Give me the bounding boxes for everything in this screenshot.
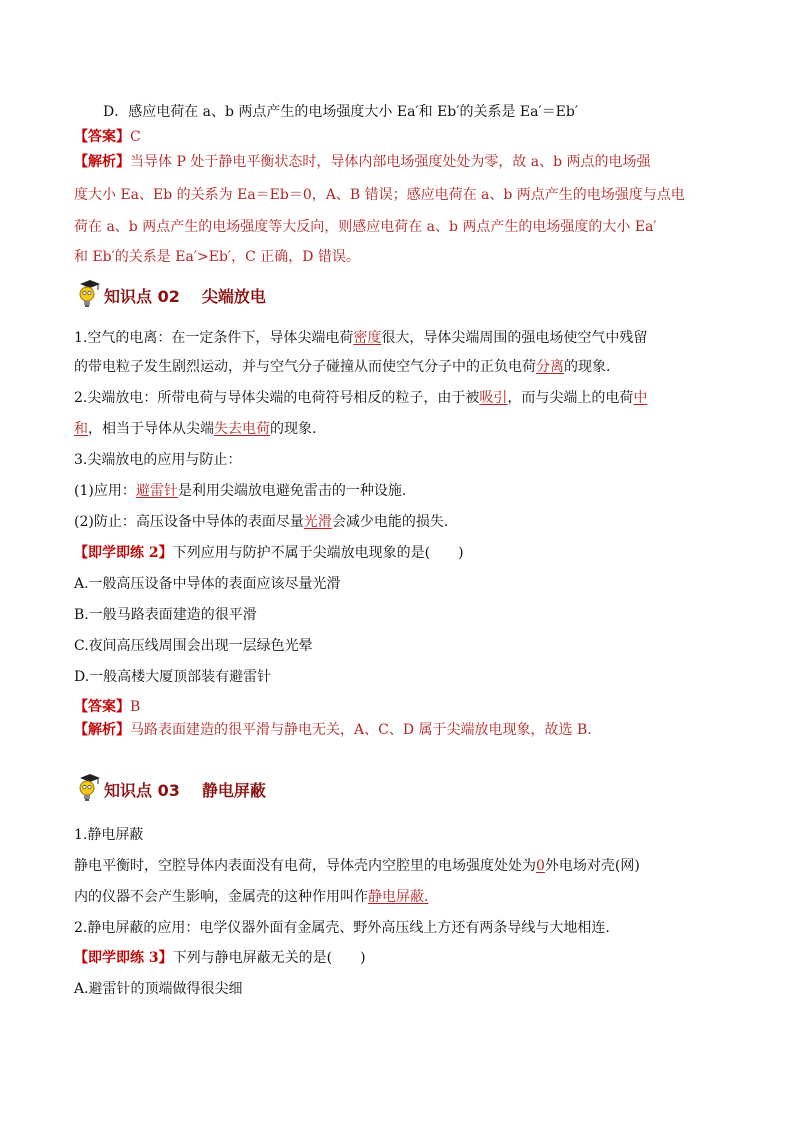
- paragraph-shielding-applications: 2.静电屏蔽的应用：电学仪器外面有金属壳、野外高压线上方还有两条导线与大地相连.: [74, 920, 610, 936]
- blank-answer: 中: [633, 390, 648, 406]
- analysis-1-line-1: [74, 153, 651, 171]
- blank-answer: 光滑: [303, 514, 332, 530]
- scholar-bulb-icon: [74, 279, 102, 311]
- analysis-1-line-2: 度大小 Ea、Eb 的关系为 Ea＝Eb＝0，A、B 错误；感应电荷在 a、b 两点产生的电场强度与点电: [74, 187, 685, 203]
- practice-2-option-d: D.一般高楼大厦顶部装有避雷针: [74, 669, 272, 685]
- section-name: 静电屏蔽: [201, 780, 266, 800]
- practice-2-option-b: B.一般马路表面建造的很平滑: [74, 607, 257, 623]
- answer-value: C: [130, 129, 141, 145]
- paragraph-shielding-2: 内的仪器不会产生影响，金属壳的这种作用叫作静电屏蔽.: [74, 889, 429, 905]
- answer-value: B: [130, 699, 141, 715]
- analysis-text: 当导体 P 处于静电平衡状态时，导体内部电场强度处处为零，故 a、b 两点的电场强: [130, 154, 651, 170]
- blank-answer: 分离: [536, 359, 564, 375]
- paragraph-prevention: (2)防止：高压设备中导体的表面尽量光滑会减少电能的损失.: [74, 514, 449, 530]
- section-header-02: [74, 279, 266, 311]
- practice-3-option-a: A.避雷针的顶端做得很尖细: [74, 981, 243, 997]
- paragraph-discharge-2: 和，相当于导体从尖端失去电荷的现象.: [74, 421, 317, 437]
- answer-1: [74, 128, 141, 146]
- scholar-bulb-icon: [74, 773, 102, 805]
- paragraph-shielding-heading: 1.静电屏蔽: [74, 827, 144, 843]
- answer-2: [74, 698, 140, 716]
- paragraph-application-1: (1)应用：避雷针是利用尖端放电避免雷击的一种设施.: [74, 483, 407, 499]
- section-name: 尖端放电: [201, 286, 266, 306]
- analysis-1-line-4: 和 Eb′的关系是 Ea′>Eb′，C 正确，D 错误。: [74, 249, 360, 265]
- blank-answer: 0: [536, 858, 545, 874]
- paragraph-applications: 3.尖端放电的应用与防止：: [74, 452, 242, 468]
- blank-answer: 避雷针: [135, 483, 178, 499]
- practice-label: 【即学即练 2】: [74, 545, 173, 561]
- analysis-label: 【解析】: [74, 722, 130, 738]
- blank-answer: 密度: [353, 330, 382, 346]
- section-title: 知识点 02: [104, 286, 180, 306]
- practice-label: 【即学即练 3】: [74, 950, 173, 966]
- option-d: D．感应电荷在 a、b 两点产生的电场强度大小 Ea′和 Eb′的关系是 Ea′＝Eb′: [103, 104, 578, 120]
- practice-2-option-a: A.一般高压设备中导体的表面应该尽量光滑: [74, 576, 341, 592]
- blank-answer: 和: [74, 421, 88, 437]
- section-title: 知识点 03: [104, 780, 180, 800]
- paragraph-ionization-1: 1.空气的电离：在一定条件下，导体尖端电荷密度很大，导体尖端周围的强电场使空气中残留: [74, 330, 648, 346]
- section-header-03: [74, 773, 266, 805]
- blank-answer: 静电屏蔽.: [368, 889, 429, 905]
- paragraph-shielding-1: 静电平衡时，空腔导体内表面没有电荷，导体壳内空腔里的电场强度处处为0外电场对壳(网): [74, 858, 640, 874]
- analysis-text: 马路表面建造的很平滑与静电无关，A、C、D 属于尖端放电现象，故选 B.: [130, 722, 592, 738]
- analysis-1-line-3: 荷在 a、b 两点产生的电场强度等大反向，则感应电荷在 a、b 两点产生的电场强度的大小 Ea′: [74, 219, 657, 235]
- practice-2-question: 【即学即练 2】下列应用与防护不属于尖端放电现象的是( ): [74, 545, 464, 561]
- paragraph-ionization-2: 的带电粒子发生剧烈运动，并与空气分子碰撞从而使空气分子中的正负电荷分离的现象.: [74, 359, 611, 375]
- analysis-label: 【解析】: [74, 154, 130, 170]
- blank-answer: 吸引: [479, 390, 508, 406]
- answer-label: 【答案】: [74, 129, 130, 145]
- blank-answer: 失去电荷: [214, 421, 270, 437]
- practice-3-question: 【即学即练 3】下列与静电屏蔽无关的是( ): [74, 950, 366, 966]
- practice-2-option-c: C.夜间高压线周围会出现一层绿色光晕: [74, 638, 313, 654]
- paragraph-discharge-1: 2.尖端放电：所带电荷与导体尖端的电荷符号相反的粒子，由于被吸引，而与尖端上的电荷中: [74, 390, 648, 406]
- analysis-2: [74, 721, 592, 739]
- answer-label: 【答案】: [74, 699, 130, 715]
